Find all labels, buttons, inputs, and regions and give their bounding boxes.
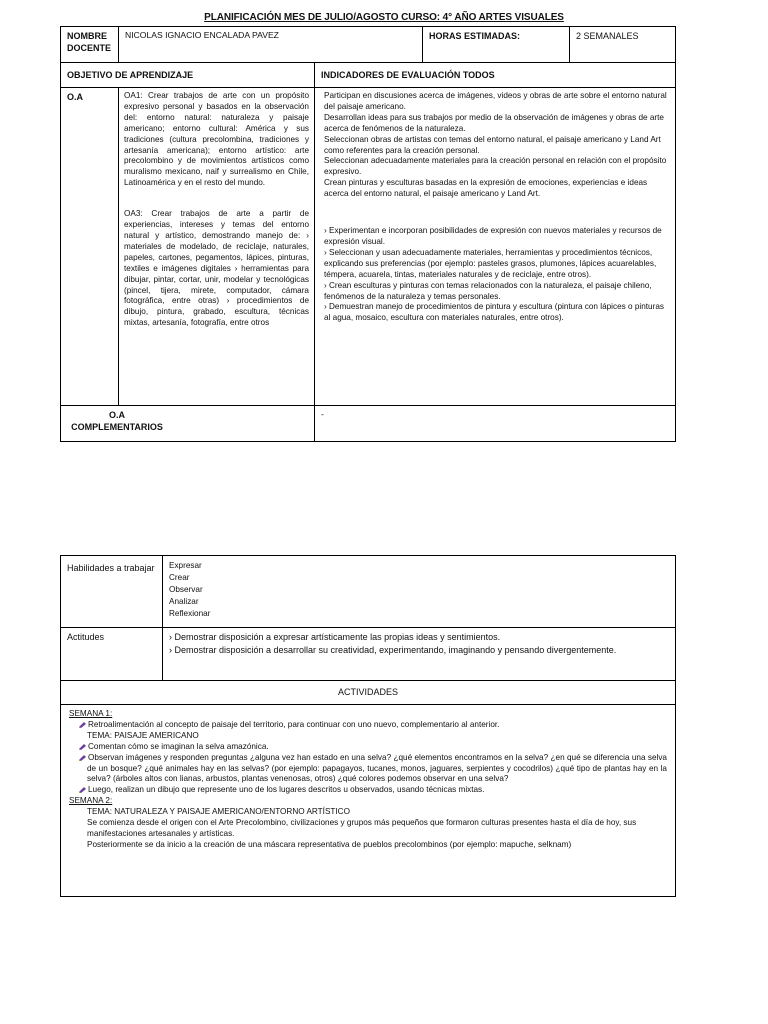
- habilidad-item: Crear: [169, 572, 190, 582]
- objetivo-header: OBJETIVO DE APRENDIZAJE: [61, 63, 315, 88]
- oa3-text: OA3: Crear trabajos de arte a partir de experiencias, intereses y temas del entorno natural y artístico, demostrando manejo de: › materiales de modelado, de reciclaje, naturales, papeles, cartones, pegamentos, lápices, pinturas, textiles e imágenes digitales › herramientas para dibujar, pintar, cortar, unir, modelar y tecnológicas (pincel, tijera, mirete, computador, cámara fotográfica, entre otras) › procedimientos de dibujo, pintura, grabado, escultura, técnicas mixtas, artesanía, fotografía, entre otros: [124, 209, 309, 328]
- habilidad-item: Analizar: [169, 596, 199, 606]
- pencil-bullet-icon: [79, 754, 87, 761]
- indicator-item: Seleccionan obras de artistas con temas del entorno natural, el paisaje americano y Land Art como referentes para la creación personal.: [324, 134, 661, 155]
- habilidad-item: Observar: [169, 584, 203, 594]
- actitud-item: › Demostrar disposición a expresar artísticamente las propias ideas y sentimientos.: [169, 632, 501, 642]
- pencil-bullet-icon: [79, 743, 87, 750]
- indicadores-header: INDICADORES DE EVALUACIÓN TODOS: [315, 63, 676, 88]
- complementarios-label: O.A COMPLEMENTARIOS: [61, 406, 315, 442]
- habilidad-item: Reflexionar: [169, 608, 211, 618]
- planning-table: [60, 26, 676, 442]
- indicator-item: › Demuestran manejo de procedimientos de pintura y escultura (pintura con lápices o pinturas al agua, mosaico, escultura con materiales naturales, entre otros).: [324, 302, 664, 323]
- semana2-label: SEMANA 2:: [69, 796, 113, 806]
- actividades-header: ACTIVIDADES: [61, 681, 676, 705]
- semana2-p1: Se comienza desde el origen con el Arte Precolombino, civilizaciones y grupos más pequeños que formaron culturas presentes hasta el día de hoy, sus manifestaciones artesanales y artísticas.: [87, 818, 637, 838]
- indicator-item: Crean pinturas y esculturas basadas en la expresión de emociones, experiencias e ideas acerca del entorno natural, el paisaje americano y Land Art.: [324, 178, 648, 199]
- habilidades-label: Habilidades a trabajar: [61, 556, 163, 628]
- semana2-tema: TEMA: NATURALEZA Y PAISAJE AMERICANO/ENTORNO ARTÍSTICO: [87, 807, 350, 817]
- indicator-item: › Seleccionan y usan adecuadamente materiales, herramientas y procedimientos técnicos, explicando sus preferencias (por ejemplo: pasteles grasos, plumones, lápices acuarelables, témpera, acuarela, tintas, materiales naturales y de reciclaje, entre otros).: [324, 247, 657, 279]
- pencil-bullet-icon: [79, 786, 87, 793]
- docente-value: NICOLAS IGNACIO ENCALADA PAVEZ: [119, 27, 423, 63]
- actitudes-label: Actitudes: [61, 628, 163, 681]
- indicator-item: Participan en discusiones acerca de imágenes, videos y obras de arte sobre el entorno natural del paisaje americano.: [324, 91, 667, 111]
- indicator-item: › Experimentan e incorporan posibilidades de expresión con nuevos materiales y recursos de expresión visual.: [324, 226, 662, 246]
- horas-value: 2 SEMANALES: [570, 27, 676, 63]
- indicadores-oa3: [324, 226, 669, 324]
- semana1-tema: TEMA: PAISAJE AMERICANO: [87, 730, 199, 740]
- activity-item: Observan imágenes y responden preguntas ¿alguna vez han estado en una selva? ¿qué elementos encontramos en la selva? ¿en qué se diferencia una selva de un bosque? ¿qué animales hay en las selvas? (por ejemplo: papagayos, tucanes, monos, jaguares, serpientes y cocodrilos) ¿qué tipo de plantas hay en la selva? (árboles altos con lianas, arbustos, plantas venenosas, otros) ¿qué colores podemos observar en una selva?: [69, 753, 667, 786]
- indicator-item: › Crean esculturas y pinturas con temas relacionados con la naturaleza, el paisaje chileno, fenómenos de la naturaleza y temas personales.: [324, 280, 652, 301]
- docente-label: NOMBRE DOCENTE: [61, 27, 119, 63]
- complementarios-value: -: [315, 406, 676, 442]
- activity-item: Comentan cómo se imaginan la selva amazónica.: [69, 742, 667, 753]
- pencil-bullet-icon: [79, 721, 87, 728]
- actitud-item: › Demostrar disposición a desarrollar su creatividad, experimentando, imaginando y pensando divergentemente.: [169, 645, 617, 656]
- activity-item: Luego, realizan un dibujo que represente uno de los lugares descritos u observados, usando técnicas mixtas.: [69, 785, 667, 796]
- oa-cell: [119, 88, 315, 406]
- page-title: PLANIFICACIÓN MES DE JULIO/AGOSTO CURSO: 4° AÑO ARTES VISUALES: [204, 12, 564, 23]
- habilidad-item: Expresar: [169, 561, 202, 570]
- indicator-item: Desarrollan ideas para sus trabajos por medio de la observación de imágenes y obras de arte acerca de fenómenos de la naturaleza.: [324, 112, 664, 133]
- habilidades-list: [163, 556, 676, 628]
- horas-label: HORAS ESTIMADAS:: [423, 27, 570, 63]
- semana1-label: SEMANA 1:: [69, 709, 113, 718]
- activities-table: [60, 555, 676, 897]
- indicadores-oa1: [324, 91, 669, 200]
- activity-item: Retroalimentación al concepto de paisaje del territorio, para continuar con uno nuevo, complementario al anterior.: [69, 720, 667, 731]
- oa-label: O.A: [61, 88, 119, 406]
- actitudes-list: [163, 628, 676, 681]
- oa1-text: OA1: Crear trabajos de arte con un propósito expresivo personal y basados en la observación del: entorno natural: naturaleza y paisaje americano; entorno cultural: América y sus tradiciones (cultura precolombina, tradiciones y artesanía americana); entorno artístico: arte precolombino y de movimientos artísticos como muralismo mexicano, naif y surrealismo en Chile, Latinoamérica y en el resto del mundo.: [124, 91, 309, 188]
- semana2-p2: Posteriormente se da inicio a la creación de una máscara representativa de pueblos precolombinos (por ejemplo: mapuche, selknam): [87, 839, 572, 849]
- actividades-cell: [61, 705, 676, 897]
- indicadores-cell: [315, 88, 676, 406]
- indicator-item: Seleccionan adecuadamente materiales para la creación personal en relación con el propósito expresivo.: [324, 156, 667, 177]
